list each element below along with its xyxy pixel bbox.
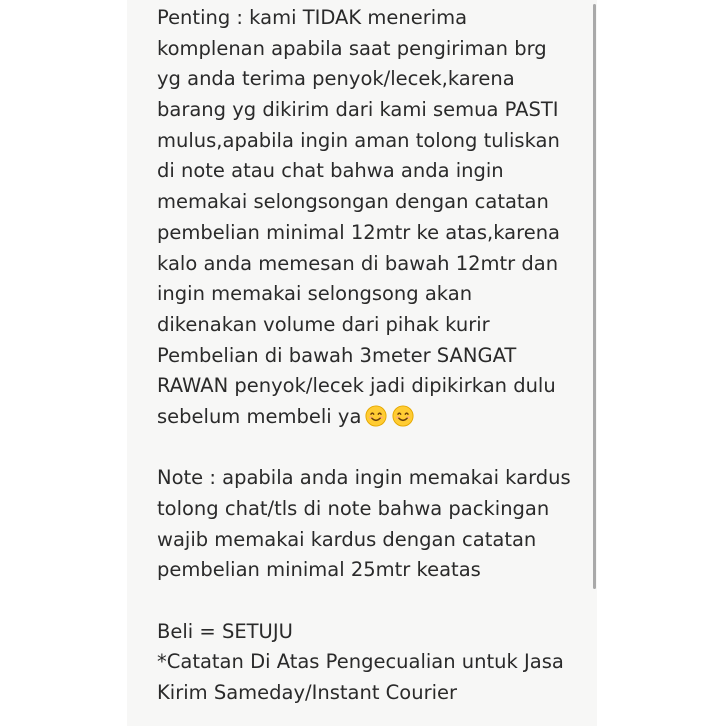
note-line: Note : apabila anda ingin memakai kardus [157,466,571,490]
note-line: dikenakan volume dari pihak kurir [157,312,490,336]
note-line: yg anda terima penyok/lecek,karena [157,67,515,91]
note-line: Pembelian di bawah 3meter SANGAT [157,343,517,367]
note-line: *Catatan Di Atas Pengecualian untuk Jasa [157,650,564,674]
note-line: pembelian minimal 12mtr ke atas,karena [157,220,560,244]
note-line: di note atau chat bahwa anda ingin [157,159,504,183]
note-line: RAWAN penyok/lecek jadi dipikirkan dulu [157,374,556,398]
note-line-with-emoji [157,402,582,433]
note-line: Kirim Sameday/Instant Courier [157,681,458,705]
blank-line [157,433,582,464]
blank-line [157,586,582,617]
note-line-text: sebelum membeli ya [157,404,362,428]
note-line: mulus,apabila ingin aman tolong tuliskan [157,128,560,152]
note-line: memakai selongsongan dengan catatan [157,190,549,214]
smiling-face-emoji-icon [365,405,387,427]
vertical-scrollbar[interactable] [593,4,596,589]
note-line: ingin memakai selongsong akan [157,282,473,306]
note-line: barang yg dikirim dari kami semua PASTI [157,98,559,122]
note-line: tolong chat/tls di note bahwa packingan [157,497,550,520]
note-line: Penting : kami TIDAK menerima [157,6,468,29]
note-line: pembelian minimal 25mtr keatas [157,558,481,582]
note-line: Beli = SETUJU [157,619,293,643]
note-body[interactable] [157,3,582,709]
note-line: wajib memakai kardus dengan catatan [157,527,537,551]
smiling-face-emoji-icon [392,405,414,427]
note-line: komplenan apabila saat pengiriman brg [157,36,547,60]
note-line: kalo anda memesan di bawah 12mtr dan [157,251,559,275]
